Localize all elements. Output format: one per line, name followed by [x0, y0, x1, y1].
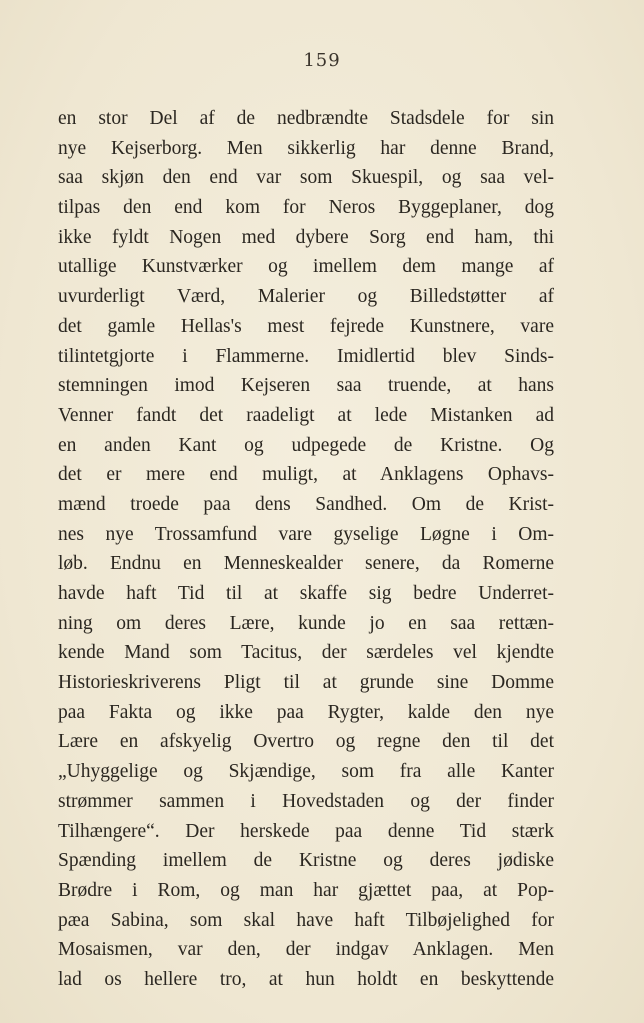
text-line: tilintetgjorte i Flammerne. Imidlertid blev Sinds- — [58, 345, 554, 367]
text-line: det er mere end muligt, at Anklagens Ophavs- — [58, 464, 554, 486]
text-line: Historieskriverens Pligt til at grunde sine Domme — [58, 672, 554, 694]
text-line: en stor Del af de nedbrændte Stadsdele for sin — [58, 108, 554, 129]
text-line: kende Mand som Tacitus, der særdeles vel kjendte — [58, 642, 554, 664]
body-text — [58, 104, 554, 995]
text-line: stemningen imod Kejseren saa truende, at hans — [58, 375, 554, 397]
text-line: nye Kejserborg. Men sikkerlig har denne Brand, — [58, 137, 554, 159]
text-line: pæa Sabina, som skal have haft Tilbøjelighed for — [58, 909, 554, 931]
text-line: Venner fandt det raadeligt at lede Mistanken ad — [58, 404, 554, 426]
text-line: Brødre i Rom, og man har gjættet paa, at Pop- — [58, 879, 554, 901]
page-number: 159 — [303, 50, 341, 71]
text-line: Lære en afskyelig Overtro og regne den til det — [58, 731, 554, 753]
text-line: ikke fyldt Nogen med dybere Sorg end ham, thi — [58, 226, 554, 248]
text-line: Spænding imellem de Kristne og deres jødiske — [58, 850, 554, 872]
text-line: Mosaismen, var den, der indgav Anklagen. Men — [58, 939, 554, 961]
text-line: „Uhyggelige og Skjændige, som fra alle Kanter — [58, 761, 554, 783]
text-line: ning om deres Lære, kunde jo en saa rettæn- — [58, 612, 554, 634]
text-line: lad os hellere tro, at hun holdt en beskyttende — [58, 968, 554, 990]
text-line: strømmer sammen i Hovedstaden og der finder — [58, 790, 554, 812]
text-line: det gamle Hellas's mest fejrede Kunstnere, vare — [58, 315, 554, 337]
text-line: mænd troede paa dens Sandhed. Om de Krist- — [58, 493, 554, 515]
text-line: løb. Endnu en Menneskealder senere, da Romerne — [58, 553, 554, 575]
text-line: saa skjøn den end var som Skuespil, og saa vel- — [58, 167, 554, 189]
text-line: en anden Kant og udpegede de Kristne. Og — [58, 434, 554, 456]
text-line: uvurderligt Værd, Malerier og Billedstøtter af — [58, 286, 554, 308]
text-line: havde haft Tid til at skaffe sig bedre Underret- — [58, 583, 554, 604]
text-line: Tilhængere“. Der herskede paa denne Tid stærk — [58, 820, 554, 842]
text-line: utallige Kunstværker og imellem dem mange af — [58, 256, 554, 278]
text-line: nes nye Trossamfund vare gyselige Løgne i Om- — [58, 523, 554, 545]
text-line: tilpas den end kom for Neros Byggeplaner, dog — [58, 197, 554, 219]
text-line: paa Fakta og ikke paa Rygter, kalde den nye — [58, 701, 554, 723]
